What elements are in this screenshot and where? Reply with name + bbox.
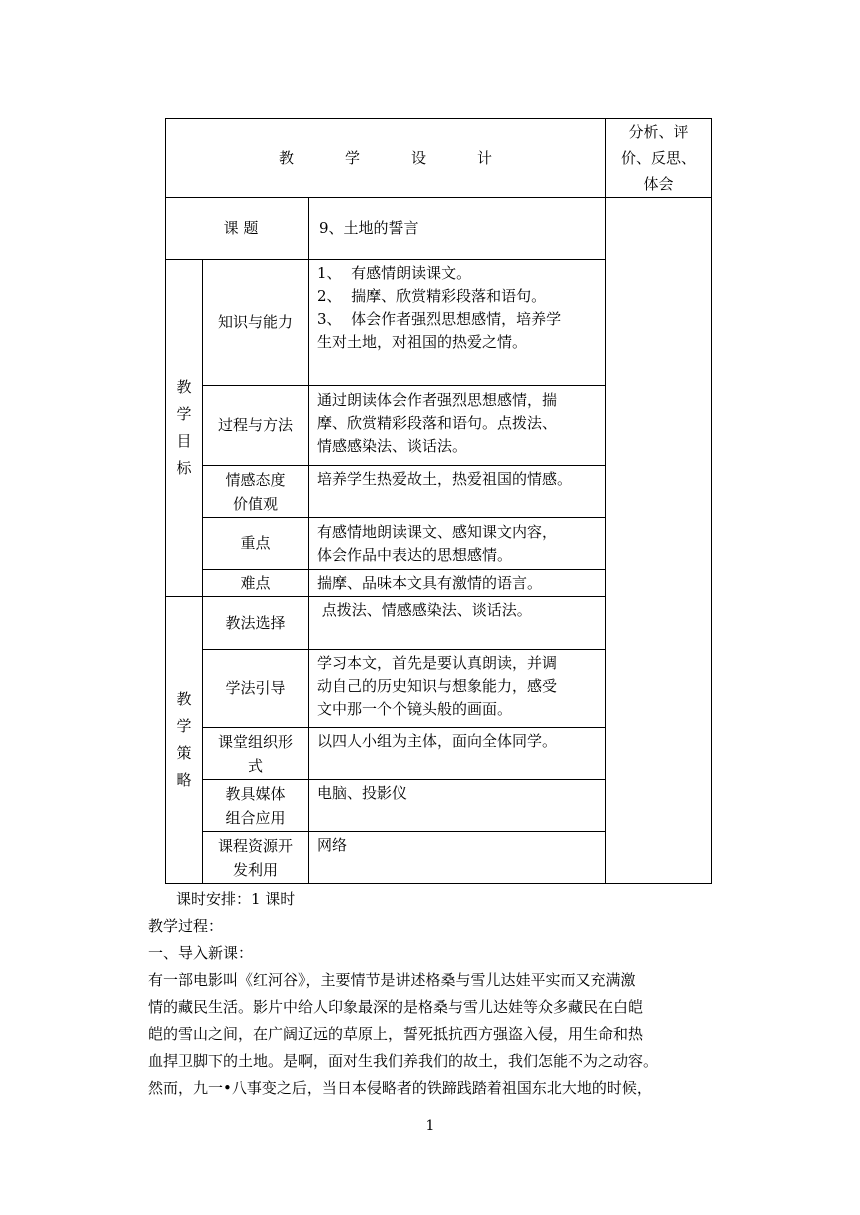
study-label: 学法引导 — [203, 650, 309, 728]
emotion-label: 情感态度 价值观 — [203, 466, 309, 518]
key-point-label: 重点 — [203, 518, 309, 570]
paragraph-line: 然而，九一•八事变之后，当日本侵略者的铁蹄践踏着祖国东北大地的时候， — [148, 1079, 652, 1097]
objectives-group-label: 教 学 目 标 — [166, 260, 203, 597]
schedule-line: 课时安排：1 课时 — [176, 890, 296, 908]
media-label: 教具媒体 组合应用 — [203, 780, 309, 832]
knowledge-item: 2、 揣摩、欣赏精彩段落和语句。 — [317, 287, 547, 305]
paragraph-line: 皑的雪山之间，在广阔辽远的草原上，誓死抵抗西方强盗入侵，用生命和热 — [148, 1025, 644, 1043]
lesson-value: 9、土地的誓言 — [309, 198, 606, 260]
page-number: 1 — [425, 1118, 435, 1134]
difficulty-label: 难点 — [203, 570, 309, 597]
strategy-group-label: 教 学 策 略 — [166, 597, 203, 884]
process-content: 通过朗读体会作者强烈思想感情，揣 摩、欣赏精彩段落和语句。点拨法、 情感感染法、谈话法。 — [309, 386, 606, 466]
knowledge-item: 1、 有感情朗读课文。 — [317, 264, 472, 282]
knowledge-content — [309, 260, 606, 386]
table-header-row — [166, 119, 712, 198]
method-content: 点拨法、情感感染法、谈话法。 — [309, 597, 606, 650]
paragraph-line: 情的藏民生活。影片中给人印象最深的是格桑与雪儿达娃等众多藏民在白皑 — [148, 998, 644, 1016]
key-point-content: 有感情地朗读课文、感知课文内容， 体会作品中表达的思想感情。 — [309, 518, 606, 570]
lesson-body — [148, 886, 718, 1102]
paragraph-line: 血捍卫脚下的土地。是啊，面对生我们养我们的故土，我们怎能不为之动容。 — [148, 1052, 659, 1070]
knowledge-item: 3、 体会作者强烈思想感情，培养学 — [317, 310, 562, 328]
organization-content: 以四人小组为主体，面向全体同学。 — [309, 728, 606, 780]
difficulty-content: 揣摩、品味本文具有激情的语言。 — [309, 570, 606, 597]
process-heading: 教学过程： — [148, 917, 224, 935]
lesson-plan-table — [165, 118, 712, 884]
emotion-content: 培养学生热爱故土，热爱祖国的情感。 — [309, 466, 606, 518]
resource-content: 网络 — [309, 832, 606, 884]
lesson-label: 课 题 — [166, 198, 309, 260]
analysis-column — [606, 198, 712, 884]
resource-label: 课程资源开 发利用 — [203, 832, 309, 884]
lesson-row — [166, 198, 712, 260]
paragraph-line: 有一部电影叫《红河谷》，主要情节是讲述格桑与雪儿达娃平实而又充满激 — [148, 971, 636, 989]
process-label: 过程与方法 — [203, 386, 309, 466]
analysis-column-header: 分析、评 价、反思、 体会 — [606, 119, 712, 198]
teaching-design-title: 教 学 设 计 — [166, 119, 606, 198]
section-heading: 一、导入新课： — [148, 944, 254, 962]
knowledge-item: 生对土地，对祖国的热爱之情。 — [317, 333, 528, 351]
method-label: 教法选择 — [203, 597, 309, 650]
media-content: 电脑、投影仪 — [309, 780, 606, 832]
knowledge-label: 知识与能力 — [203, 260, 309, 386]
study-content: 学习本文，首先是要认真朗读，并调 动自己的历史知识与想象能力，感受 文中那一个个镜头般的画面。 — [309, 650, 606, 728]
organization-label: 课堂组织形 式 — [203, 728, 309, 780]
